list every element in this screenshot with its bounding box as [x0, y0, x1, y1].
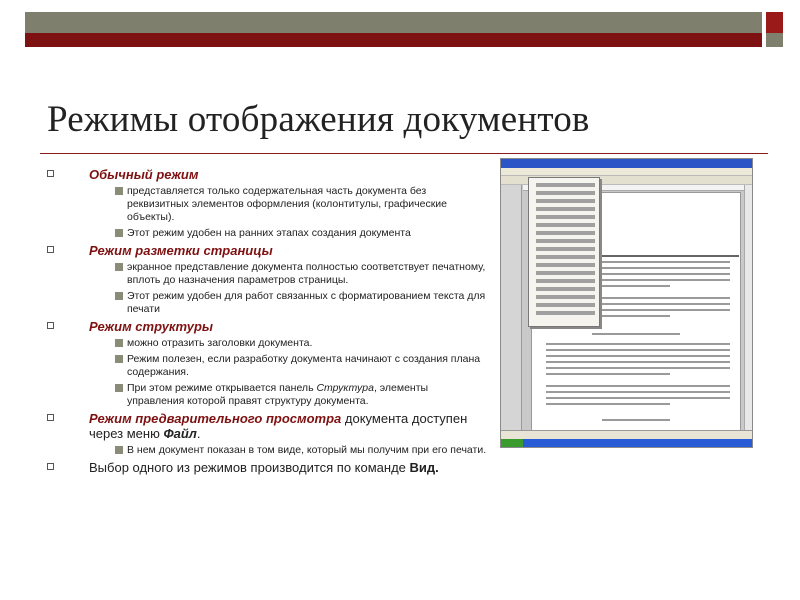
list-item-outline-mode: [47, 319, 487, 334]
sub-item: [47, 382, 487, 408]
top-decor-square-gray: [766, 33, 783, 47]
sub-item-text: В нем документ показан в том виде, который мы получим при его печати.: [127, 444, 487, 456]
square-bullet-icon: [47, 414, 54, 421]
list-item-view-command: [47, 460, 487, 475]
word-window-screenshot: [500, 158, 753, 448]
top-decor-bar-red: [25, 33, 762, 47]
sub-item-text: Этот режим удобен на ранних этапах создания документа: [127, 227, 411, 239]
menu-name: Файл: [163, 426, 197, 441]
sub-item: [47, 227, 487, 240]
square-bullet-icon: [47, 170, 54, 177]
filled-square-bullet-icon: [115, 187, 123, 195]
filled-square-bullet-icon: [115, 229, 123, 237]
top-decor-square-red: [766, 12, 783, 33]
item-heading: Режим структуры: [89, 319, 214, 334]
list-item-print-preview-mode: [47, 411, 487, 441]
slide-title: Режимы отображения документов: [47, 99, 590, 140]
square-bullet-icon: [47, 463, 54, 470]
filled-square-bullet-icon: [115, 292, 123, 300]
item-heading: Режим разметки страницы: [89, 243, 273, 258]
sub-item: [47, 261, 487, 287]
list-item-normal-mode: [47, 167, 487, 182]
item-heading-tail-pre: документа доступен через меню: [89, 411, 468, 441]
screenshot-taskbar: [501, 439, 752, 447]
title-divider: [40, 153, 768, 154]
sub-item-text-pre: При этом режиме открывается панель: [127, 382, 317, 394]
panel-name: Структура: [316, 382, 374, 394]
item-heading: Обычный режим: [89, 167, 199, 182]
screenshot-menubar: [501, 168, 752, 176]
top-decor-bar-gray: [25, 12, 762, 33]
screenshot-start-button: [501, 439, 523, 447]
sub-item-text: экранное представление документа полностью соответствует печатному, вплоть до назначения параметров страницы.: [127, 261, 486, 286]
sub-item-text: Режим полезен, если разработку документа начинают с создания плана содержания.: [127, 353, 481, 378]
sub-item-text: можно отразить заголовки документа.: [127, 337, 313, 349]
sub-item-text: Этот режим удобен для работ связанных с форматированием текста для печати: [127, 290, 486, 315]
sub-item: [47, 290, 487, 316]
screenshot-left-pane: [501, 185, 522, 431]
sub-item-text-post: , элементы управления которой правят структуру документа.: [127, 382, 429, 407]
sub-item: [47, 185, 487, 224]
sub-item-text: представляется только содержательная часть документа без реквизитных элементов оформления (колонтитулы, графические объекты).: [127, 185, 448, 223]
bullet-list: [47, 167, 487, 478]
screenshot-scrollbar: [744, 185, 752, 431]
screenshot-statusbar: [501, 430, 752, 439]
command-name: Вид.: [409, 460, 439, 475]
filled-square-bullet-icon: [115, 384, 123, 392]
filled-square-bullet-icon: [115, 446, 123, 454]
item-heading-tail-post: .: [196, 426, 201, 441]
filled-square-bullet-icon: [115, 339, 123, 347]
list-item-page-layout-mode: [47, 243, 487, 258]
square-bullet-icon: [47, 322, 54, 329]
filled-square-bullet-icon: [115, 355, 123, 363]
sub-item: [47, 353, 487, 379]
screenshot-titlebar: [501, 159, 752, 168]
screenshot-view-menu: [528, 177, 600, 327]
footer-text: Выбор одного из режимов производится по команде: [89, 460, 410, 475]
filled-square-bullet-icon: [115, 263, 123, 271]
item-heading: Режим предварительного просмотра: [89, 411, 342, 426]
sub-item: [47, 444, 487, 457]
square-bullet-icon: [47, 246, 54, 253]
sub-item: [47, 337, 487, 350]
